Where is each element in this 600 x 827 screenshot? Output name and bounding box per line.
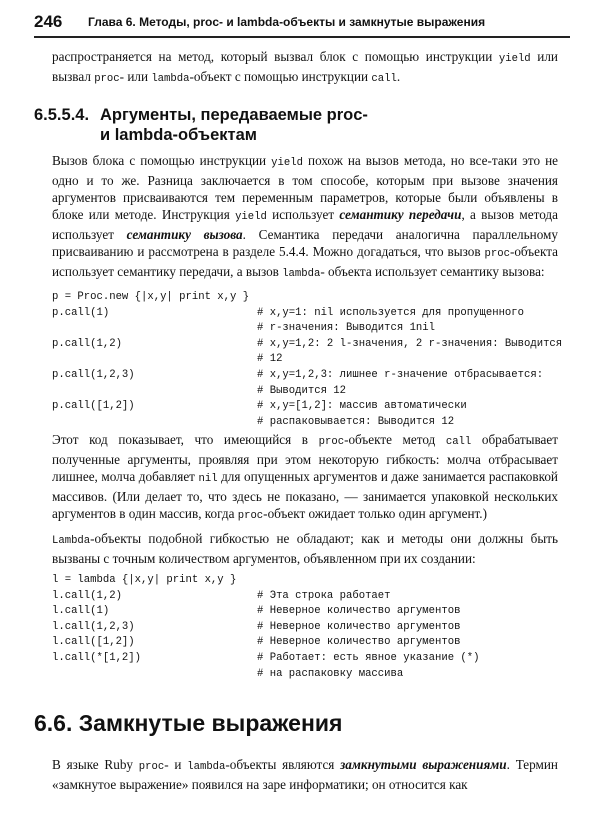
code-line: l.call(1,2,3) # Неверное количество аргументов — [52, 620, 461, 633]
chapter-section-heading: 6.6. Замкнутые выражения — [34, 710, 343, 736]
code-line: p.call(1,2) # x,y=1,2: 2 l-значения, 2 r-значения: Выводится — [52, 337, 563, 350]
code-line: l.call(1,2) # Эта строка работает — [52, 589, 391, 602]
paragraph-closures: В языке Ruby proc- и lambda-объекты являются замкнутыми выражениями. Термин «замкнутое выражение» появился на заре информатики; он относится как — [52, 757, 558, 792]
code-line: p = Proc.new {|x,y| print x,y } — [52, 291, 250, 303]
code-listing-proc — [52, 290, 563, 430]
code-line: l.call(1) # Неверное количество аргументов — [52, 605, 461, 618]
section-number: 6.5.5.4. — [34, 106, 90, 124]
code-line: p.call(1,2,3) # x,y=1,2,3: лишнее r-значение отбрасывается: — [52, 368, 544, 381]
code-line: # Выводится 12 — [257, 384, 347, 397]
code-line: # 12 — [257, 353, 283, 366]
section-title-line2: и lambda-объектам — [100, 126, 257, 144]
code-listing-lambda — [52, 573, 558, 682]
code-line: p.call([1,2]) # x,y=[1,2]: массив автоматически — [52, 400, 467, 413]
code-line: # на распаковку массива — [257, 667, 404, 680]
code-line: l.call(*[1,2]) # Работает: есть явное указание (*) — [52, 651, 480, 664]
code-line: l = lambda {|x,y| print x,y } — [52, 574, 237, 586]
paragraph-semantics: Вызов блока с помощью инструкции yield похож на вызов метода, но все-таки это не одно и то же. Разница заключается в том способе, которым при вызове значения аргументов присваиваются тем переменным параметров, которые были объявлены в блоке или методе. Инструкция yield использует семантику передачи, а вызов метода использует семантику вызова. Семантика передачи аналогична параллельному присваиванию и рассмотрена в разделе 5.4.4. Можно догадаться, что вызов proc-объекта использует семантику передачи, а вызов lambda- объекта использует семантику вызова: — [52, 153, 558, 280]
intro-paragraph: распространяется на метод, который вызвал блок с помощью инструкции yield или вызвал proc- или lambda-объект с помощью инструкции call. — [52, 49, 558, 85]
code-line: l.call([1,2]) # Неверное количество аргументов — [52, 636, 461, 649]
code-line: # распаковывается: Выводится 12 — [257, 415, 455, 428]
running-head: Глава 6. Методы, proc- и lambda-объекты и замкнутые выражения — [88, 15, 486, 29]
page-number: 246 — [34, 12, 63, 31]
section-title-line1: Аргументы, передаваемые proc- — [100, 106, 368, 124]
section-heading — [34, 105, 368, 145]
page-header — [34, 12, 570, 38]
paragraph-lambda: Lambda-объекты подобной гибкостью не обладают; как и методы они должны быть вызваны с точным количеством аргументов, объявленном при их создании: — [52, 531, 558, 566]
code-line: # r-значения: Выводится 1nil — [257, 322, 436, 335]
code-line: p.call(1) # x,y=1: nil используется для пропущенного — [52, 306, 525, 319]
paragraph-proc-flexibility: Этот код показывает, что имеющийся в proc-объекте метод call обрабатывает полученные аргументы, проявляя при этом некоторую гибкость: молча отбрасывает лишнее, молча добавляет nil для опущенных аргументов и даже занимается распаковкой массивов. (Или делает то, что здесь не показано, — занимается упаковкой нескольких аргументов в один массив, когда proc-объект ожидает только один аргумент.) — [52, 432, 558, 522]
